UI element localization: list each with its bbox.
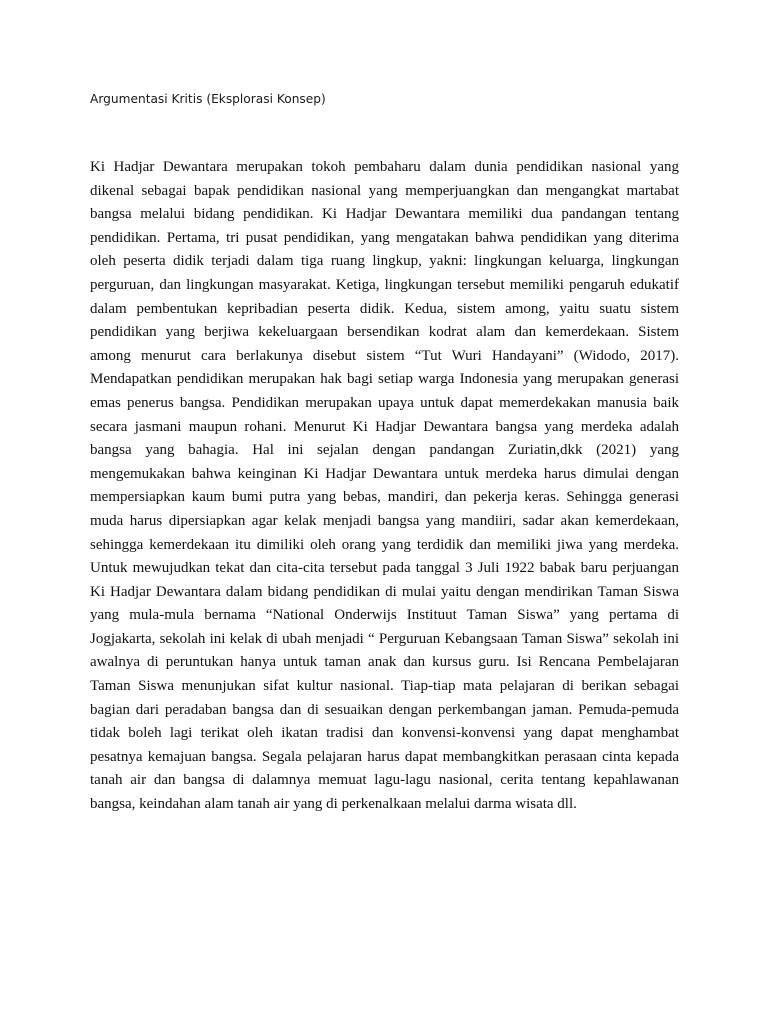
body-paragraph [90,156,679,817]
paragraph-line: yang mula-mula bernama “National Onderwijs Instituut Taman Siswa” yang pertama di [90,607,679,624]
paragraph-line: muda harus dipersiapkan agar kelak menjadi bangsa yang mandiiri, sadar akan kemerdekaan, [90,512,679,529]
paragraph-line: emas penerus bangsa. Pendidikan merupakan upaya untuk dapat memerdekakan manusia baik [90,394,679,411]
paragraph-line: bangsa yang bahagia. Hal ini sejalan dengan pandangan Zuriatin,dkk (2021) yang [90,442,679,459]
paragraph-line: mengemukakan bahwa keinginan Ki Hadjar Dewantara untuk merdeka harus dimulai dengan [90,465,679,482]
paragraph-line: mempersiapkan kaum bumi putra yang bebas, mandiri, dan pekerja keras. Sehingga generasi [90,489,679,506]
document-title: Argumentasi Kritis (Eksplorasi Konsep) [90,92,326,106]
paragraph-line: perguruan, dan lingkungan masyarakat. Ketiga, lingkungan tersebut memiliki pengaruh edukatif [90,276,679,293]
paragraph-line: dikenal sebagai bapak pendidikan nasional yang memperjuangkan dan mengangkat martabat [90,182,679,199]
paragraph-line: Taman Siswa menunjukan sifat kultur nasional. Tiap-tiap mata pelajaran di berikan sebagai [90,678,679,695]
paragraph-line: pendidikan yang berjiwa kekeluargaan bersendikan kodrat alam dan kemerdekaan. Sistem [90,324,679,341]
paragraph-line: sehingga kemerdekaan itu dimiliki oleh orang yang terdidik dan memiliki jiwa yang merdeka. [90,536,679,553]
paragraph-line: pesatnya kemajuan bangsa. Segala pelajaran harus dapat membangkitkan perasaan cinta kepada [90,748,679,765]
paragraph-line: Untuk mewujudkan tekat dan cita-cita tersebut pada tanggal 3 Juli 1922 babak baru perjuangan [90,560,679,577]
paragraph-line: Mendapatkan pendidikan merupakan hak bagi setiap warga Indonesia yang merupakan generasi [90,371,679,388]
paragraph-line: Ki Hadjar Dewantara dalam bidang pendidikan di mulai yaitu dengan mendirikan Taman Siswa [90,583,679,600]
paragraph-line: tanah air dan bangsa di dalamnya memuat lagu-lagu nasional, cerita tentang kepahlawanan [90,772,679,789]
paragraph-line: secara jasmani maupun rohani. Menurut Ki Hadjar Dewantara bangsa yang merdeka adalah [90,418,679,435]
paragraph-line: tidak boleh lagi terikat oleh ikatan tradisi dan konvensi-konvensi yang dapat menghambat [90,725,679,742]
paragraph-line: Jogjakarta, sekolah ini kelak di ubah menjadi “ Perguruan Kebangsaan Taman Siswa” sekolah ini [90,630,679,647]
paragraph-line: awalnya di peruntukan hanya untuk taman anak dan kursus guru. Isi Rencana Pembelajaran [90,654,679,671]
paragraph-line: bangsa, keindahan alam tanah air yang di perkenalkaan melalui darma wisata dll. [90,796,577,813]
paragraph-line: dalam pembentukan kepribadian peserta didik. Kedua, sistem among, yaitu suatu sistem [90,300,679,317]
paragraph-line: bangsa melalui bidang pendidikan. Ki Hadjar Dewantara memiliki dua pandangan tentang [90,206,679,223]
paragraph-line: Ki Hadjar Dewantara merupakan tokoh pembaharu dalam dunia pendidikan nasional yang [90,159,679,175]
paragraph-line: among menurut cara berlakunya disebut sistem “Tut Wuri Handayani” (Widodo, 2017). [90,347,679,364]
paragraph-line: pendidikan. Pertama, tri pusat pendidikan, yang mengatakan bahwa pendidikan yang diterima [90,229,679,246]
paragraph-line: oleh peserta didik terjadi dalam tiga ruang lingkup, yakni: lingkungan keluarga, lingkungan [90,253,679,270]
paragraph-line: bagian dari peradaban bangsa dan di sesuaikan dengan perkembangan jaman. Pemuda-pemuda [90,701,679,718]
